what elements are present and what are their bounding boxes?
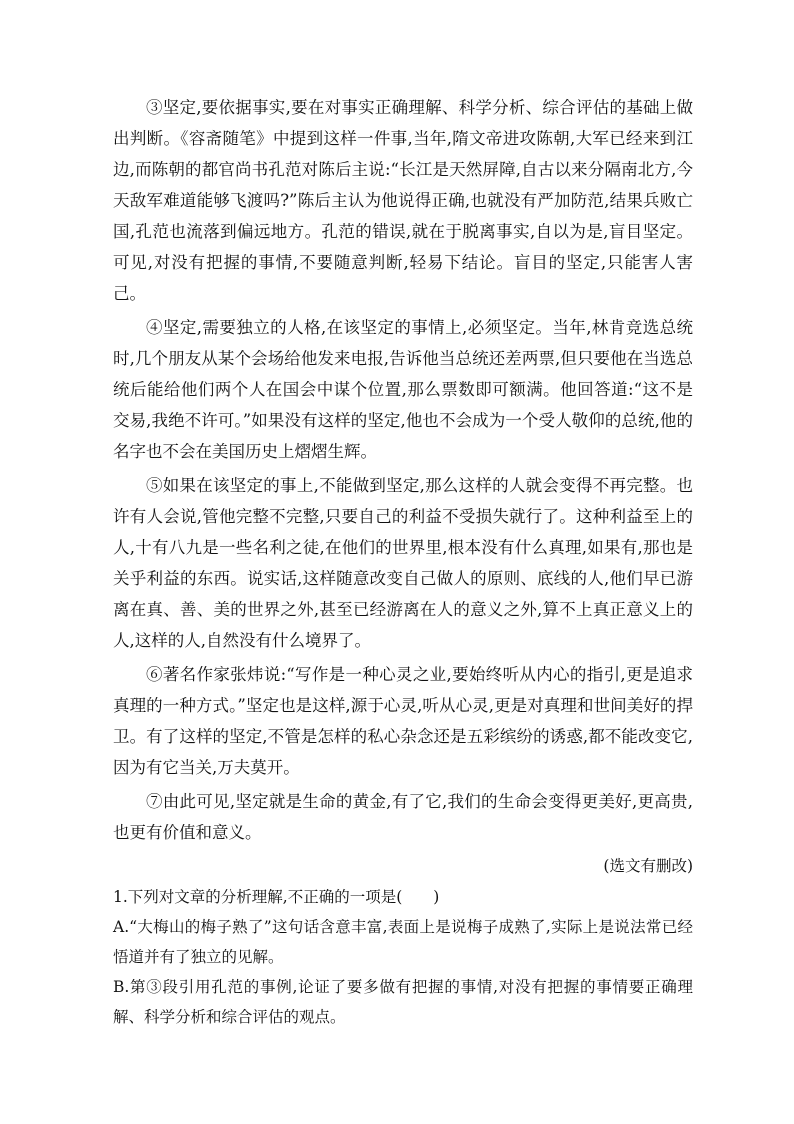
paragraph-3: ③坚定,要依据事实,要在对事实正确理解、科学分析、综合评估的基础上做出判断。《容斋随笔》中提到这样一件事,当年,隋文帝进攻陈朝,大军已经来到江边,而陈朝的都官尚书孔范对陈后主说:“长江是天然屏障,自古以来分隔南北方,今天敌军难道能够飞渡吗?”陈后主认为他说得正确,也就没有严加防范,结果兵败亡国,孔范也流落到偏远地方。孔范的错误,就在于脱离事实,自以为是,盲目坚定。可见,对没有把握的事情,不要随意判断,轻易下结论。盲目的坚定,只能害人害己。 xyxy=(113,98,693,303)
option-a: A.“大梅山的梅子熟了”这句话含意丰富,表面上是说梅子成熟了,实际上是说法常已经悟道并有了独立的见解。 xyxy=(113,918,693,966)
option-b: B.第③段引用孔范的事例,论证了要多做有把握的事情,对没有把握的事情要正确理解、科学分析和综合评估的观点。 xyxy=(113,978,693,1026)
document-content xyxy=(113,92,693,1032)
paragraph-5: ⑤如果在该坚定的事上,不能做到坚定,那么这样的人就会变得不再完整。也许有人会说,管他完整不完整,只要自己的利益不受损失就行了。这种利益至上的人,十有八九是一些名利之徒,在他们的世界里,根本没有什么真理,如果有,那也是关乎利益的东西。说实话,这样随意改变自己做人的原则、底线的人,他们早已游离在真、善、美的世界之外,甚至已经游离在人的意义之外,算不上真正意义上的人,这样的人,自然没有什么境界了。 xyxy=(113,476,693,650)
paragraph-6: ⑥著名作家张炜说:“写作是一种心灵之业,要始终听从内心的指引,更是追求真理的一种方式。”坚定也是这样,源于心灵,听从心灵,更是对真理和世间美好的捍卫。有了这样的坚定,不管是怎样的私心杂念还是五彩缤纷的诱惑,都不能改变它,因为有它当关,万夫莫开。 xyxy=(113,665,693,777)
paragraph-7: ⑦由此可见,坚定就是生命的黄金,有了它,我们的生命会变得更美好,更高贵,也更有价值和意义。 xyxy=(113,792,693,842)
question-stem: 1.下列对文章的分析理解,不正确的一项是( ) xyxy=(113,888,440,906)
paragraph-4: ④坚定,需要独立的人格,在该坚定的事情上,必须坚定。当年,林肯竞选总统时,几个朋友从某个会场给他发来电报,告诉他当总统还差两票,但只要他在当选总统后能给他们两个人在国会中谋个位置,那么票数即可额满。他回答道:“这不是交易,我绝不许可。”如果没有这样的坚定,他也不会成为一个受人敬仰的总统,他的名字也不会在美国历史上熠熠生辉。 xyxy=(113,318,693,461)
source-note: (选文有删改) xyxy=(603,857,693,875)
